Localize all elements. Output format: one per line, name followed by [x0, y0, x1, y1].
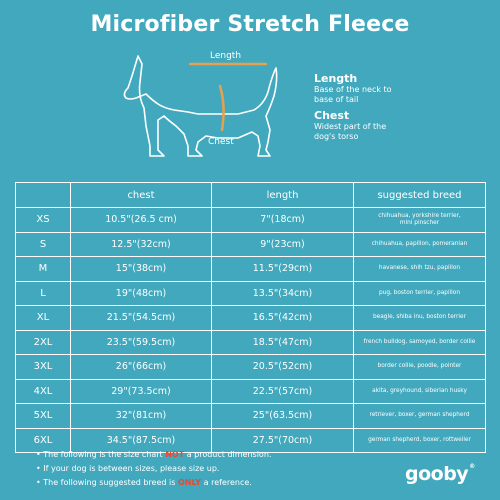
- table-row: [16, 355, 486, 380]
- note-not-dimension: [36, 448, 271, 462]
- length-cell: 20.5"(52cm): [212, 355, 354, 380]
- chest-cell: 12.5"(32cm): [71, 232, 212, 257]
- breed-cell: beagle, shiba inu, boston terrier: [354, 306, 486, 331]
- table-row: [16, 281, 486, 306]
- dog-diagram: [118, 46, 308, 176]
- size-cell: M: [16, 257, 71, 282]
- page-title: Microfiber Stretch Fleece: [90, 12, 410, 37]
- registered-mark: ®: [469, 463, 475, 470]
- length-cell: 11.5"(29cm): [212, 257, 354, 282]
- dog-outline: [124, 56, 276, 156]
- note-text: • The following suggested breed is: [36, 478, 178, 487]
- size-cell: L: [16, 281, 71, 306]
- length-cell: 13.5"(34cm): [212, 281, 354, 306]
- header-breed: suggested breed: [354, 183, 486, 208]
- length-cell: 22.5"(57cm): [212, 379, 354, 404]
- length-cell: 25"(63.5cm): [212, 404, 354, 429]
- breed-cell: german shepherd, boxer, rottweiler: [354, 428, 486, 453]
- note-reference: [36, 476, 271, 490]
- table-row: [16, 379, 486, 404]
- brand-logo: [405, 463, 475, 485]
- table-row: [16, 257, 486, 282]
- note-text: a product dimension.: [184, 450, 272, 459]
- legend-length-desc-2: base of tail: [314, 95, 359, 104]
- breed-cell: border collie, poodle, pointer: [354, 355, 486, 380]
- chest-cell: 10.5"(26.5 cm): [71, 208, 212, 233]
- note-text: a reference.: [201, 478, 252, 487]
- note-highlight: ONLY: [177, 478, 202, 487]
- header-length: length: [212, 183, 354, 208]
- header-chest: chest: [71, 183, 212, 208]
- note-size-up: • If your dog is between sizes, please size up.: [36, 464, 220, 473]
- breed-cell: havanese, shih tzu, papillon: [354, 257, 486, 282]
- breed-cell: pug, boston terrier, papillon: [354, 281, 486, 306]
- legend-length-heading: Length: [314, 72, 358, 85]
- diagram-length-label: Length: [210, 51, 242, 61]
- breed-cell: retriever, boxer, german shepherd: [354, 404, 486, 429]
- size-cell: XL: [16, 306, 71, 331]
- size-cell: 3XL: [16, 355, 71, 380]
- legend-chest: [314, 109, 386, 142]
- legend-length: [314, 72, 392, 105]
- length-cell: 9"(23cm): [212, 232, 354, 257]
- legend-chest-desc-2: dog's torso: [314, 132, 359, 141]
- size-chart-table: [15, 182, 486, 453]
- chest-cell: 32"(81cm): [71, 404, 212, 429]
- legend-length-desc-1: Base of the neck to: [314, 85, 392, 94]
- breed-line: chihuahua, yorkshire terrier,: [378, 212, 461, 219]
- chest-cell: 34.5"(87.5cm): [71, 428, 212, 453]
- table-row: [16, 232, 486, 257]
- chest-cell: 26"(66cm): [71, 355, 212, 380]
- breed-line: mini pinscher: [399, 219, 440, 226]
- breed-cell: akita, greyhound, siberian husky: [354, 379, 486, 404]
- chest-measure-line: [220, 86, 224, 130]
- size-cell: 4XL: [16, 379, 71, 404]
- chest-cell: 15"(38cm): [71, 257, 212, 282]
- size-cell: S: [16, 232, 71, 257]
- size-cell: 5XL: [16, 404, 71, 429]
- chest-cell: 29"(73.5cm): [71, 379, 212, 404]
- table-row: [16, 208, 486, 233]
- length-cell: 18.5"(47cm): [212, 330, 354, 355]
- legend-chest-desc-1: Widest part of the: [314, 122, 387, 131]
- length-cell: 7"(18cm): [212, 208, 354, 233]
- table-row: [16, 306, 486, 331]
- chest-cell: 23.5"(59.5cm): [71, 330, 212, 355]
- chest-cell: 19"(48cm): [71, 281, 212, 306]
- table-header-row: [16, 183, 486, 208]
- length-cell: 27.5"(70cm): [212, 428, 354, 453]
- diagram-chest-label: Chest: [208, 137, 234, 147]
- header-size: [16, 183, 71, 208]
- breed-cell: [354, 208, 486, 233]
- breed-cell: chihuahua, papillon, pomeranian: [354, 232, 486, 257]
- legend-chest-heading: Chest: [314, 109, 350, 122]
- size-cell: 6XL: [16, 428, 71, 453]
- chest-cell: 21.5"(54.5cm): [71, 306, 212, 331]
- size-cell: 2XL: [16, 330, 71, 355]
- notes: [36, 448, 271, 490]
- note-text: • The following is the size chart: [36, 450, 166, 459]
- table-row: [16, 404, 486, 429]
- logo-text: gooby: [405, 463, 469, 485]
- note-highlight: NOT: [165, 450, 185, 459]
- breed-cell: french bulldog, samoyed, border collie: [354, 330, 486, 355]
- size-cell: XS: [16, 208, 71, 233]
- table-row: [16, 330, 486, 355]
- length-cell: 16.5"(42cm): [212, 306, 354, 331]
